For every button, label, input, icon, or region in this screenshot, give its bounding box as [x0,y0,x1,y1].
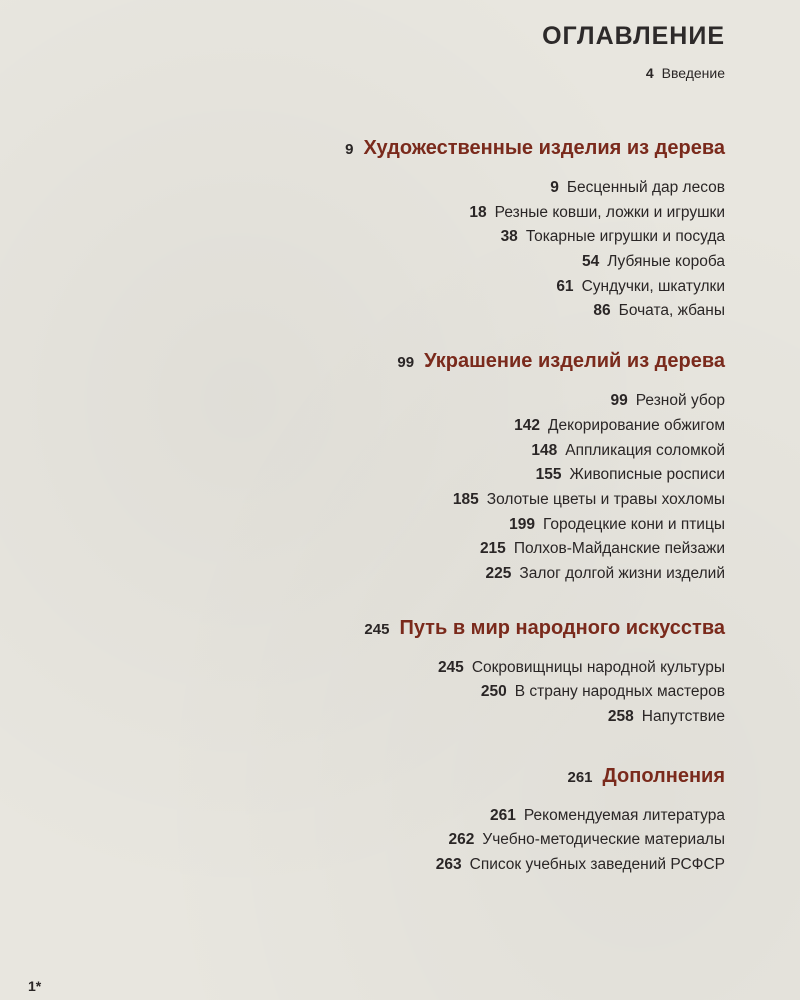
toc-item [85,275,725,300]
toc-item [85,853,725,878]
toc-item [85,250,725,275]
item-page-number: 142 [514,416,541,434]
item-page-number: 54 [581,253,600,271]
item-page-number: 38 [500,228,518,246]
toc-item [85,225,725,250]
item-label: Токарные игрушки и посуда [525,228,725,246]
section-label: Художественные изделия из дерева [363,137,725,159]
item-label: Список учебных заведений РСФСР [469,856,725,874]
toc-item [85,562,725,587]
item-label: Золотые цветы и травы хохломы [486,490,725,508]
item-page-number: 9 [550,179,559,196]
item-page-number: 155 [535,466,562,484]
toc-item [85,176,725,201]
toc-item [85,828,725,853]
toc-item [85,513,725,538]
item-label: Сундучки, шкатулки [581,277,725,295]
toc-item [85,537,725,562]
item-page-number: 18 [469,203,487,221]
toc-item [85,488,725,513]
item-page-number: 261 [489,806,516,824]
item-label: Городецкие кони и птицы [542,515,725,533]
toc-item [85,414,725,439]
toc-item [85,804,725,829]
item-page-number: 263 [435,856,462,874]
item-label: Учебно-методические материалы [482,831,725,849]
item-page-number: 61 [556,277,574,295]
toc-item [85,680,725,705]
intro-label: Введение [661,65,725,81]
intro-entry [85,58,725,88]
item-label: Залог долгой жизни изделий [519,564,725,582]
item-label: Аппликация соломкой [565,441,725,459]
item-label: Живописные росписи [569,466,725,484]
section-appendices [85,756,725,878]
item-label: Рекомендуемая литература [523,806,725,824]
section-title [85,608,725,648]
toc-item [85,656,725,681]
section-folk-art-path [85,608,725,730]
section-page-number: 261 [567,768,593,786]
item-label: Декорирование обжигом [548,416,725,434]
table-of-contents [85,14,725,878]
page-title: ОГЛАВЛЕНИЕ [542,22,725,50]
toc-item [85,299,725,324]
item-page-number: 148 [531,441,558,459]
section-title [85,756,725,796]
section-label: Путь в мир народного искусства [399,616,725,639]
item-label: Полхов-Майданские пейзажи [513,540,725,558]
item-page-number: 250 [480,683,507,701]
item-label: Напутствие [641,708,725,725]
item-page-number: 185 [452,490,479,508]
item-page-number: 99 [610,392,628,410]
section-page-number: 99 [397,354,415,372]
section-wood-decoration [85,341,725,587]
section-page-number: 245 [364,620,390,638]
section-items [85,656,725,730]
item-label: Сокровищницы народной культуры [471,658,725,676]
section-label: Дополнения [602,764,725,787]
section-wood-products [85,128,725,324]
section-title [85,128,725,168]
item-label: Резной убор [635,392,725,410]
item-page-number: 215 [479,540,506,558]
item-page-number: 86 [593,302,611,320]
toc-item [85,439,725,464]
item-label: Бесценный дар лесов [566,179,725,196]
item-page-number: 199 [509,515,535,533]
item-label: Бочата, жбаны [618,302,725,320]
section-items [85,389,725,587]
toc-item [85,463,725,488]
section-items [85,804,725,878]
section-label: Украшение изделий из дерева [424,350,725,373]
section-items [85,176,725,324]
section-page-number: 9 [345,141,354,158]
item-label: В страну народных мастеров [514,683,725,701]
toc-item [85,705,725,730]
item-label: Лубяные короба [607,253,725,271]
intro-page-number: 4 [645,65,654,81]
item-page-number: 262 [448,831,475,849]
item-page-number: 225 [485,564,512,582]
toc-item [85,389,725,414]
page-signature: 1* [28,978,42,994]
item-label: Резные ковши, ложки и игрушки [494,203,725,221]
section-title [85,341,725,381]
item-page-number: 245 [437,658,464,676]
toc-item [85,201,725,226]
item-page-number: 258 [607,708,634,725]
